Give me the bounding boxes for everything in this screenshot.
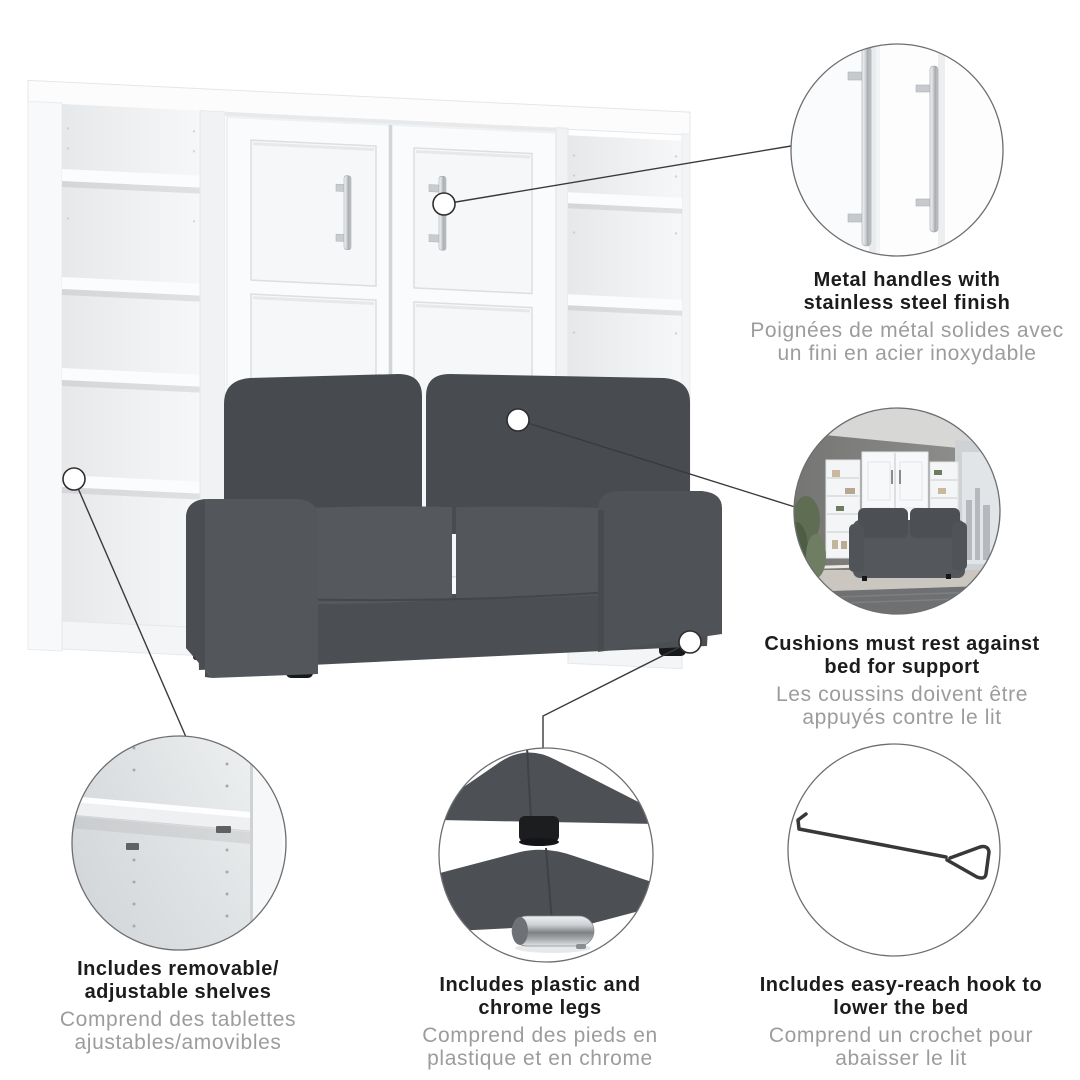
- callout-text-shelves: [0, 958, 356, 1054]
- callout-handles-fr-line2: un fini en acier inoxydable: [777, 342, 1037, 365]
- callout-handles-en-line2: stainless steel finish: [803, 292, 1011, 314]
- callout-text-hook: [720, 974, 1080, 1070]
- callout-legs-fr-line2: plastique et en chrome: [427, 1047, 653, 1070]
- shelf-pin: [216, 826, 231, 833]
- sofa: [186, 374, 722, 678]
- mini-sofa: [849, 508, 967, 581]
- callout-cushions-fr-line2: appuyés contre le lit: [802, 706, 1002, 729]
- callout-circle-handles: [790, 43, 1003, 257]
- callout-hook-en-line2: lower the bed: [833, 997, 969, 1019]
- callout-shelves-fr-line2: ajustables/amovibles: [74, 1031, 282, 1054]
- callout-legs-fr-line1: Comprend des pieds en: [422, 1024, 658, 1047]
- callout-cushions-en-line1: Cushions must rest against: [764, 633, 1040, 655]
- callout-circle-hook: [788, 744, 1000, 956]
- callout-circle-shelf: [71, 735, 292, 951]
- callout-hook-en-line1: Includes easy-reach hook to: [759, 974, 1043, 996]
- callout-handles-fr-line1: Poignées de métal solides avec: [750, 319, 1064, 342]
- callout-handles-en-line1: Metal handles with: [813, 269, 1001, 291]
- shelf-side-panel: [252, 735, 282, 951]
- callout-text-cushions: [722, 633, 1080, 729]
- callout-cushions-fr-line1: Les coussins doivent être: [776, 683, 1028, 706]
- callout-shelves-en-line1: Includes removable/: [77, 958, 279, 980]
- callout-hook-fr-line2: abaisser le lit: [835, 1047, 967, 1070]
- callout-dot-legs: [679, 631, 701, 653]
- left-bookshelf: [28, 101, 200, 657]
- callout-text-handles: [727, 269, 1080, 365]
- callout-cushions-en-line2: bed for support: [824, 656, 980, 678]
- callout-dot-handles: [433, 193, 455, 215]
- callout-legs-en-line1: Includes plastic and: [439, 974, 641, 996]
- sofa-arm-left: [186, 499, 318, 678]
- callout-text-legs: [360, 974, 720, 1070]
- callout-legs-en-line2: chrome legs: [478, 997, 602, 1019]
- callout-dot-shelves: [63, 468, 85, 490]
- callout-hook-fr-line1: Comprend un crochet pour: [768, 1024, 1034, 1047]
- callout-dot-cushions: [507, 409, 529, 431]
- callout-shelves-en-line2: adjustable shelves: [84, 981, 272, 1003]
- callout-shelves-fr-line1: Comprend des tablettes: [59, 1008, 297, 1031]
- sofa-arm-right: [598, 491, 722, 652]
- shelf-pin: [126, 843, 139, 850]
- callout-circle-room: [784, 408, 1002, 618]
- callout-circle-legs: [436, 747, 658, 962]
